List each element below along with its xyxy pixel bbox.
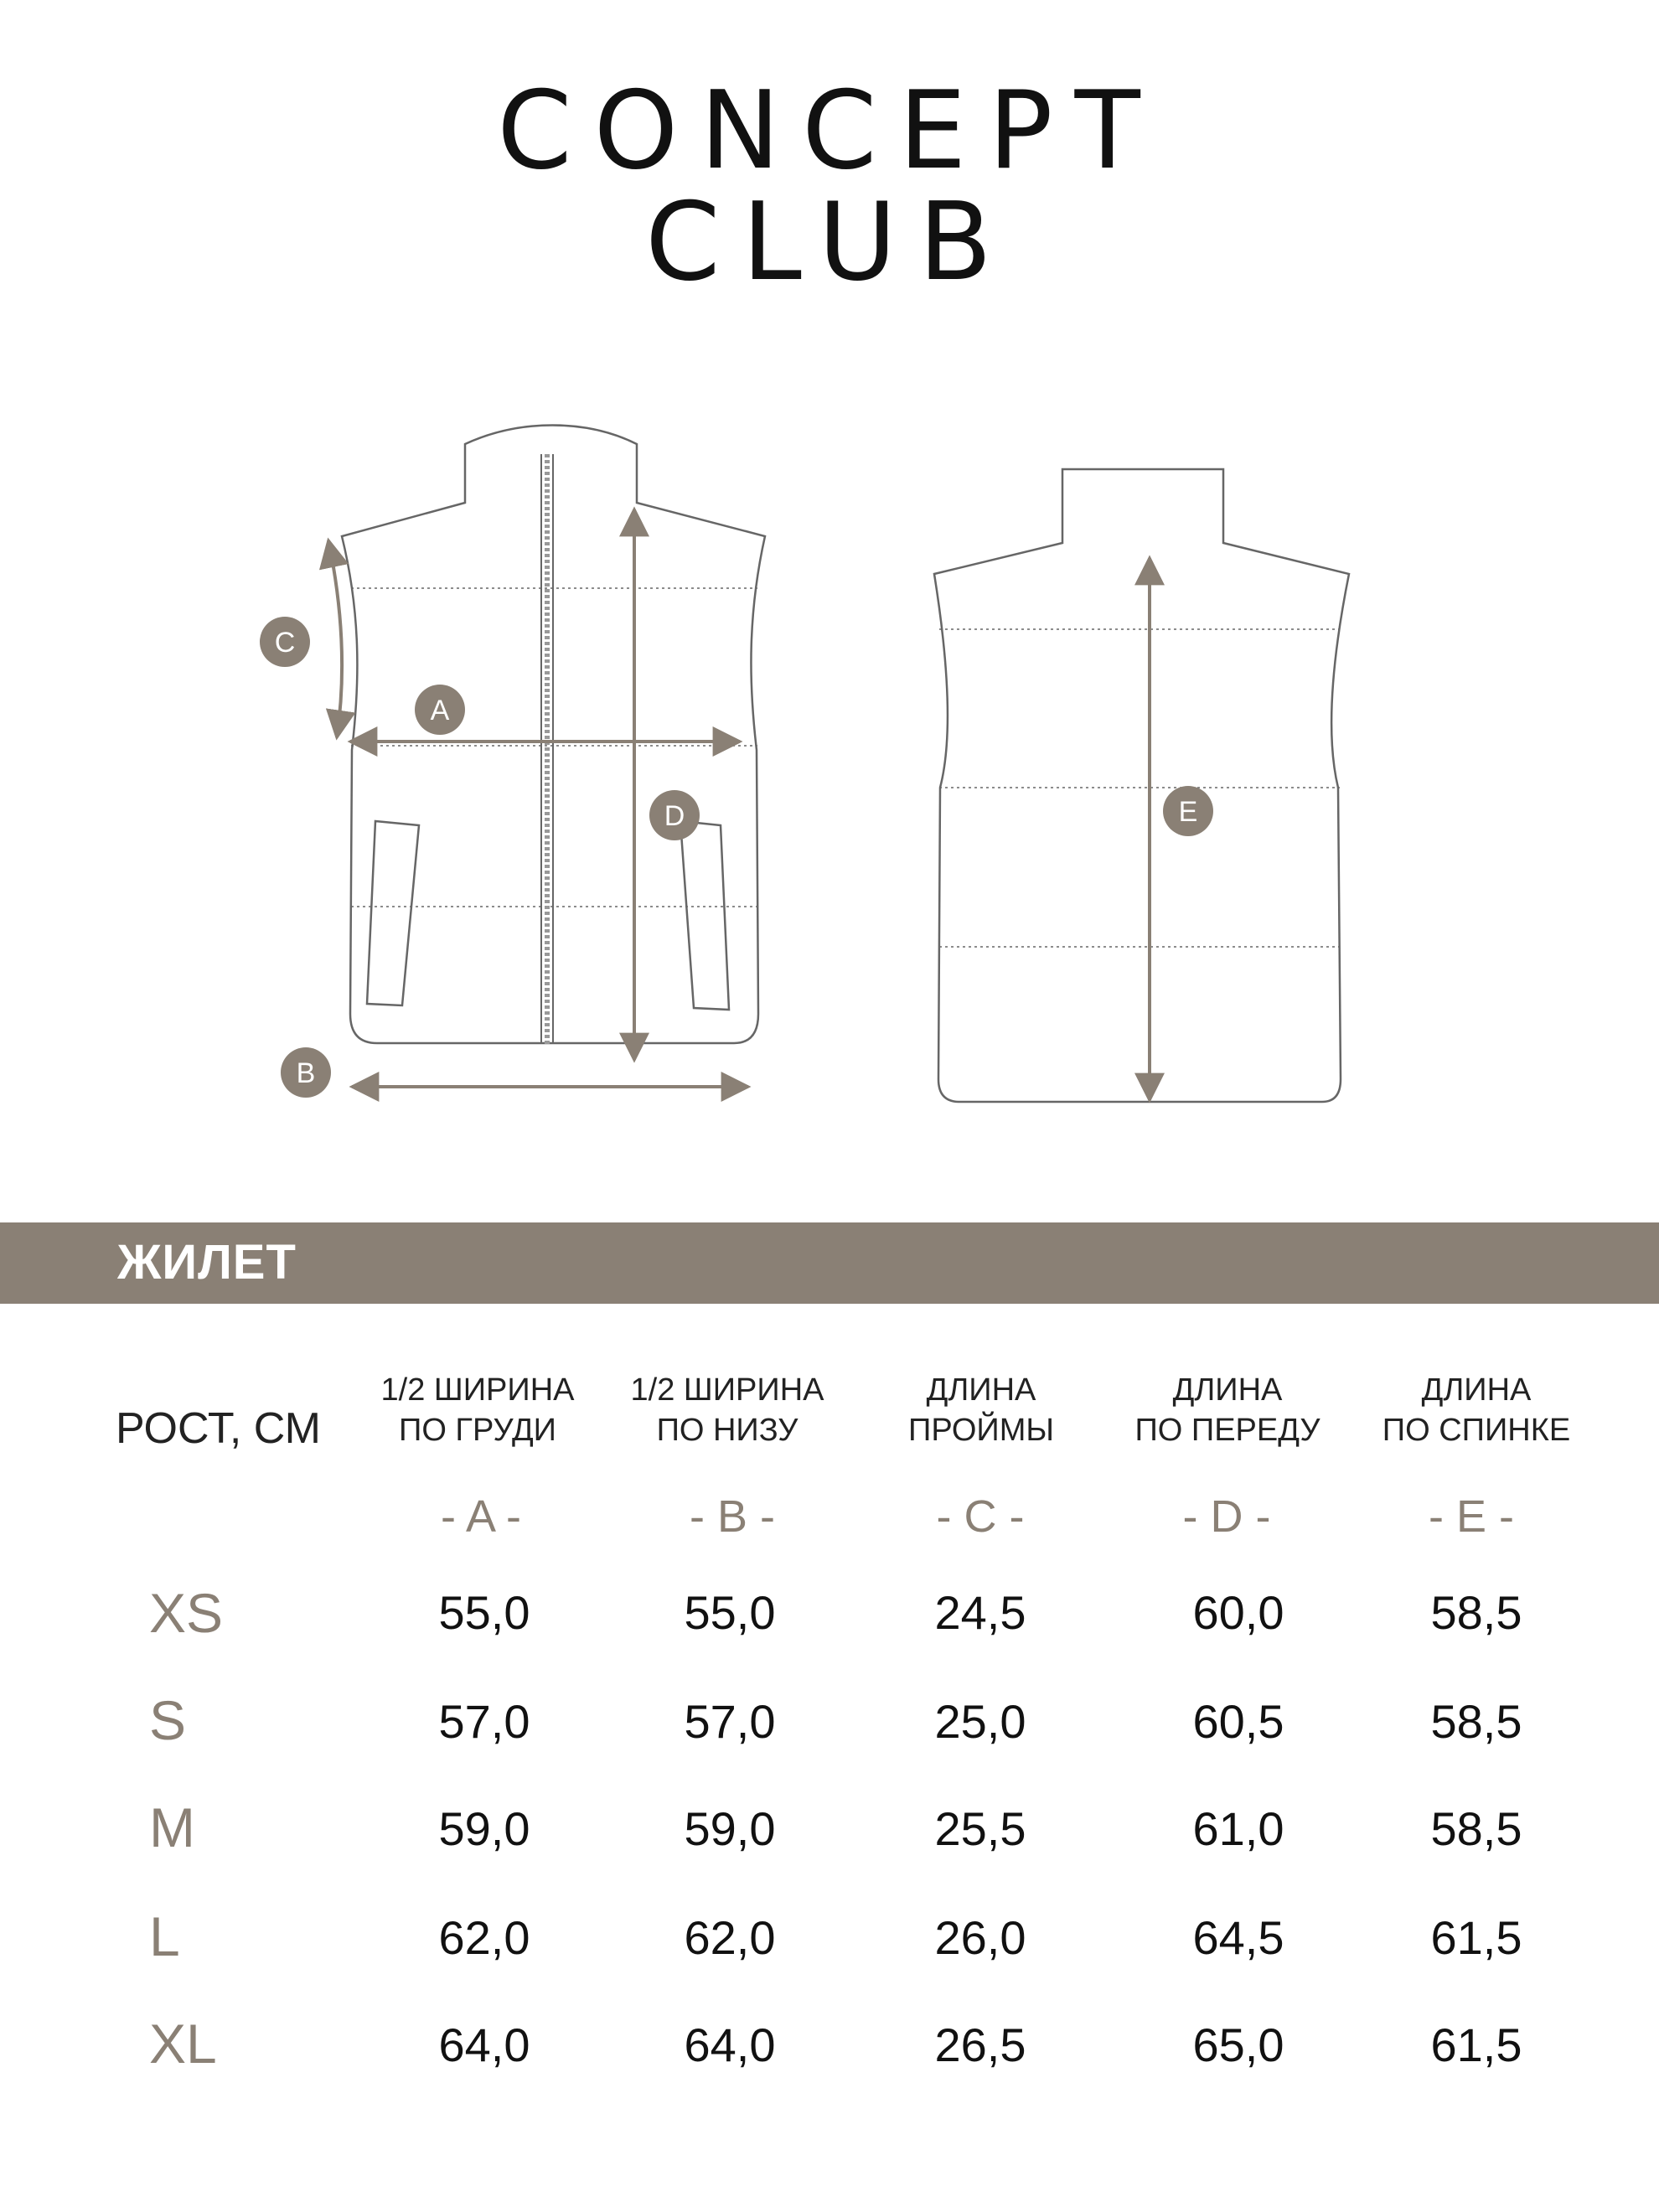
marker-d-label: D — [664, 800, 685, 832]
column-letter-a: - A - — [440, 1491, 522, 1542]
table-cell: 55,0 — [438, 1586, 530, 1639]
measurement-arrows — [328, 509, 1150, 1100]
marker-c-label: C — [274, 627, 296, 659]
section-title: ЖИЛЕТ — [117, 1235, 297, 1289]
table-cell: 25,0 — [934, 1695, 1026, 1748]
column-header-d — [1134, 1370, 1320, 1450]
table-cell: 64,0 — [684, 2018, 776, 2071]
table-cell: 25,5 — [934, 1802, 1026, 1855]
height-column-label: РОСТ, СМ — [116, 1404, 321, 1453]
table-cell: 62,0 — [438, 1911, 530, 1964]
column-letter-d: - D - — [1182, 1491, 1271, 1542]
table-cell: 24,5 — [934, 1586, 1026, 1639]
size-label: XS — [149, 1582, 224, 1644]
column-header-b-line1: 1/2 ШИРИНА — [630, 1372, 824, 1408]
column-header-e — [1382, 1370, 1570, 1450]
column-header-a-line2: ПО ГРУДИ — [399, 1413, 556, 1448]
vest-diagrams — [0, 394, 1659, 1131]
size-label: L — [149, 1905, 180, 1967]
table-cell: 26,5 — [934, 2018, 1026, 2071]
table-cell: 60,0 — [1192, 1586, 1284, 1639]
marker-e-label: E — [1178, 796, 1198, 828]
column-header-e-line2: ПО СПИНКЕ — [1382, 1413, 1571, 1448]
table-cell: 58,5 — [1430, 1586, 1522, 1639]
column-letter-c: - C - — [936, 1491, 1025, 1542]
column-header-b — [631, 1370, 824, 1450]
size-label: S — [149, 1689, 187, 1751]
table-cell: 58,5 — [1430, 1802, 1522, 1855]
column-header-d-line1: ДЛИНА — [1172, 1372, 1283, 1408]
brand-logo-line2: CLUB — [645, 180, 1014, 305]
table-cell: 64,5 — [1192, 1911, 1284, 1964]
brand-logo-line1: CONCEPT — [497, 69, 1162, 194]
size-label: XL — [149, 2013, 217, 2075]
table-cell: 65,0 — [1192, 2018, 1284, 2071]
column-letter-e: - E - — [1429, 1491, 1514, 1542]
table-cell: 59,0 — [684, 1802, 776, 1855]
column-header-b-line2: ПО НИЗУ — [656, 1413, 798, 1448]
column-header-e-line1: ДЛИНА — [1421, 1372, 1532, 1408]
column-header-c — [908, 1370, 1054, 1450]
marker-a-label: A — [430, 695, 450, 726]
column-header-a-line1: 1/2 ШИРИНА — [380, 1372, 575, 1408]
arrow-c — [328, 540, 342, 737]
table-cell: 57,0 — [438, 1695, 530, 1748]
back-vest-drawing — [934, 469, 1349, 1102]
column-letter-b: - B - — [690, 1491, 775, 1542]
table-cell: 55,0 — [684, 1586, 776, 1639]
table-cell: 61,0 — [1192, 1802, 1284, 1855]
table-cell: 60,5 — [1192, 1695, 1284, 1748]
table-cell: 61,5 — [1430, 2018, 1522, 2071]
size-label: M — [149, 1796, 195, 1858]
table-cell: 62,0 — [684, 1911, 776, 1964]
table-cell: 57,0 — [684, 1695, 776, 1748]
column-header-c-line1: ДЛИНА — [926, 1372, 1036, 1408]
column-header-a — [381, 1370, 575, 1450]
table-cell: 64,0 — [438, 2018, 530, 2071]
table-cell: 58,5 — [1430, 1695, 1522, 1748]
table-cell: 59,0 — [438, 1802, 530, 1855]
marker-b-label: B — [296, 1057, 316, 1089]
column-header-d-line2: ПО ПЕРЕДУ — [1134, 1413, 1320, 1448]
table-cell: 61,5 — [1430, 1911, 1522, 1964]
section-banner — [0, 1222, 1659, 1304]
column-header-c-line2: ПРОЙМЫ — [908, 1413, 1054, 1448]
front-vest-drawing — [342, 426, 765, 1045]
table-cell: 26,0 — [934, 1911, 1026, 1964]
